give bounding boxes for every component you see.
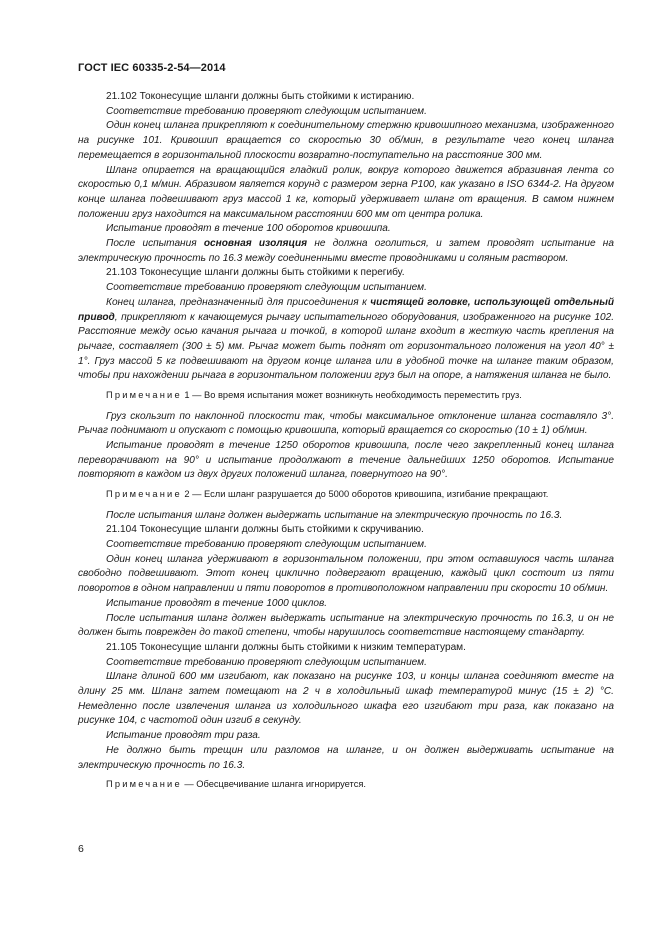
test-description-paragraph: Шланг длиной 600 мм изгибают, как показано на рисунке 103, и концы шланга соединяют вместе на длину 25 мм. Шланг затем помещают на 2 ч в холодильный шкаф температурой минус (15 ± 2) °С. Немедленно после извлечения шланга из холодильного шкафа его изгибают три раза, как показано на рисунке 104, с частотой один изгиб в секунду. — [78, 671, 614, 727]
note-2 — [78, 488, 614, 502]
clause-21-102-heading: 21.102 Токонесущие шланги должны быть стойкими к истиранию. — [106, 91, 415, 102]
note-text: 1 — Во время испытания может возникнуть необходимость переместить груз. — [181, 390, 522, 401]
compliance-statement: Соответствие требованию проверяют следующим испытанием. — [106, 538, 427, 550]
note-label: Примечание — [106, 489, 182, 500]
test-description-paragraph: Испытание проводят в течение 1250 оборотов кривошипа, после чего закрепленный конец шланга переворачивают на 90° и испытание продолжают в течение дальнейших 1250 оборотов. Испытание повторяют в каждом из двух других положений шланга, повернутого на 90°. — [78, 439, 614, 481]
test-description-paragraph: Груз скользит по наклонной плоскости так, чтобы максимальное отклонение шланга составляло 3°. Рычаг поднимают и опускают с помощью кривошипа, который вращается со скоростью (10 ± 1) об/мин. — [78, 410, 614, 437]
note-1 — [78, 389, 614, 403]
text-run: не должна оголиться, и затем проводят испытание на электрическую прочность по 16.3 между соединенными вместе проводниками и соляным раствором. — [78, 238, 614, 264]
compliance-statement: Соответствие требованию проверяют следующим испытанием. — [106, 282, 427, 294]
text-run: , прикрепляют к качающемуся рычагу испытательного оборудования, изображенного на рисунке 102. Расстояние между осью качания рычага и точкой, в которой шланг входит в жесткую часть крепления на рычаге, составляет (300 ± 5) мм. Рычаг может быть поднят от горизонтального положения на угол 40° ± 1°. Груз массой 5 кг подвешивают на другом конце шланга или в удобной точке на шланге таким образом, чтобы при нахождении рычага в горизонтальном положении груз был на опоре, а натяжения шланга не было. — [78, 311, 614, 382]
text-run: Конец шланга, предназначенный для присоединения к — [106, 296, 371, 308]
test-description-paragraph: Шланг опирается на вращающийся гладкий ролик, вокруг которого движется абразивная лента со скоростью 0,1 м/мин. Абразивом является корунд с размером зерна Р100, как указано в ISO 6344-2. На другом конце шланга подвешивают груз массой 1 кг, который удерживает шланг от вращения. В самом нижнем положении груз находится на максимальном расстоянии 600 мм от центра ролика. — [78, 164, 614, 220]
note-label: Примечание — [106, 779, 182, 790]
note-text: 2 — Если шланг разрушается до 5000 оборотов кривошипа, изгибание прекращают. — [181, 489, 549, 500]
page-number: 6 — [78, 843, 84, 855]
compliance-statement: Соответствие требованию проверяют следующим испытанием. — [106, 105, 427, 117]
post-test-paragraph — [78, 237, 614, 266]
standard-header: ГОСТ IEC 60335-2-54—2014 — [78, 62, 226, 74]
note-label: Примечание — [106, 390, 182, 401]
test-duration-paragraph: Испытание проводят в течение 1000 циклов. — [106, 597, 328, 609]
defined-term: чистящей головке, использующей отдельный привод — [78, 296, 614, 323]
clause-21-103-heading: 21.103 Токонесущие шланги должны быть стойкими к перегибу. — [106, 267, 405, 279]
defined-term: основная изоляция — [203, 238, 308, 250]
note-text: — Обесцвечивание шланга игнорируется. — [181, 779, 366, 790]
clause-21-104-heading: 21.104 Токонесущие шланги должны быть стойкими к скручиванию. — [106, 524, 424, 536]
test-duration-paragraph: Испытание проводят три раза. — [106, 730, 261, 742]
post-test-paragraph: После испытания шланг должен выдержать испытание на электрическую прочность по 16.3, и он не должен быть поврежден до такой степени, чтобы нарушилось соответствие настоящему стандарту. — [78, 612, 614, 639]
post-test-paragraph: После испытания шланг должен выдержать испытание на электрическую прочность по 16.3. — [106, 509, 563, 521]
text-run: После испытания — [106, 238, 204, 250]
test-description-paragraph — [78, 296, 614, 384]
post-test-paragraph: Не должно быть трещин или разломов на шланге, и он должен выдерживать испытание на электрическую прочность по 16.3. — [78, 744, 614, 771]
clause-21-105-heading: 21.105 Токонесущие шланги должны быть стойкими к низким температурам. — [106, 641, 466, 653]
document-body — [78, 90, 614, 799]
note-3 — [78, 778, 614, 792]
test-description-paragraph: Один конец шланга прикрепляют к соединительному стержню кривошипного механизма, изображенного на рисунке 101. Кривошип вращается со скоростью 30 об/мин, в результате чего конец шланга перемещается в горизонтальной плоскости возвратно-поступательно на расстояние 300 мм. — [78, 120, 614, 161]
compliance-statement: Соответствие требованию проверяют следующим испытанием. — [106, 656, 427, 668]
test-duration-paragraph: Испытание проводят в течение 100 оборотов кривошипа. — [106, 223, 391, 235]
test-description-paragraph: Один конец шланга удерживают в горизонтальном положении, при этом оставшуюся часть шланга свободно подвешивают. Этот конец циклично подвергают вращению, каждый цикл состоит из пяти поворотов в одном направлении и пяти поворотов в противоположном направлении при скорости 10 об/мин. — [78, 553, 614, 595]
